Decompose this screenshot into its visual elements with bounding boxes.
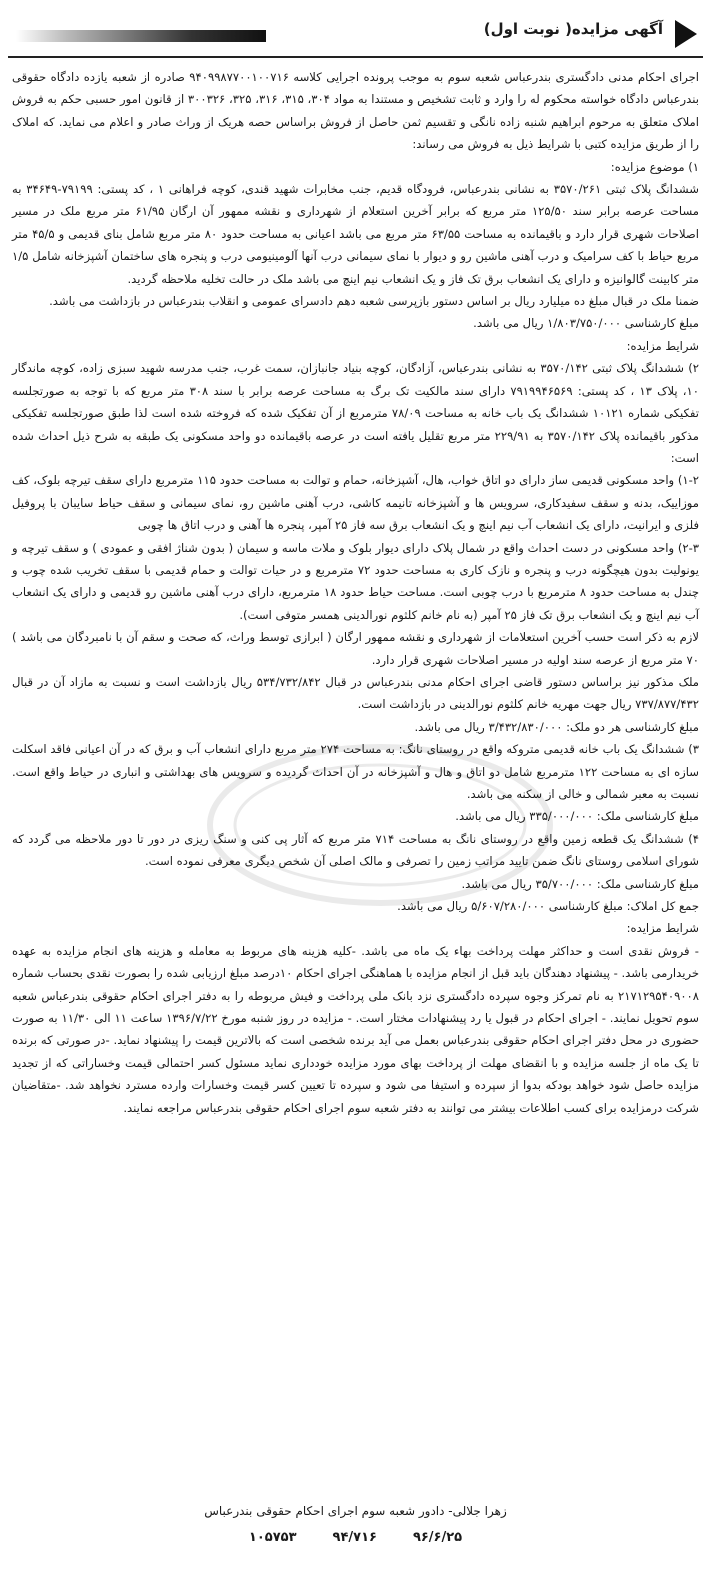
reference-code: ۹۶/۶/۲۵: [412, 1530, 463, 1545]
signature-line: زهرا جلالی- دادور شعبه سوم اجرای احکام حقوقی بندرعباس: [204, 1504, 507, 1518]
property-3-description: ۳) ششدانگ یک باب خانه قدیمی متروکه واقع در روستای نانگ: به مساحت ۲۷۴ متر مربع دارای انشعاب آب و برق که در آن اعیانی فاقد اسکلت سازه ای به مساحت ۱۲۲ مترمربع شامل دو اتاق و هال و آشپزخانه در آن احداث گردیده و سرویس های بهداشتی و انباری در حیاط واقع است. نسبت به معبر شمالی و خالی از سکنه می باشد.: [12, 742, 699, 801]
property-2-description: ۲) ششدانگ پلاک ثبتی ۳۵۷۰/۱۴۲ به نشانی بندرعباس، آزادگان، کوچه بنیاد جانبازان، سمت غرب، جنب مدرسه شهید سبزی زاده، کوچه ماندگار ۱۰، پلاک ۱۳ ، کد پستی: ۷۹۱۹۹۴۶۵۶۹ دارای سند مالکیت تک برگ به مساحت عرصه برابر با سند ۳۰۸ متر مربع که با توجه به صورتجلسه تفکیکی شماره ۱۰۱۲۱ ششدانگ یک باب خانه به مساحت ۷۸/۰۹ مترمربع از آن تفکیک شده که فروخته شده است لذا طبق صورتجلسه تفکیکی مذکور باقیمانده پلاک ۳۵۷۰/۱۴۲ به ۲۲۹/۹۱ متر مربع تقلیل یافته است در عرصه باقیمانده دو واحد مسکونی یک طبقه به شرح ذیل احداث شده است:: [12, 361, 700, 465]
total-appraisal: جمع کل املاک: مبلغ کارشناسی ۵/۶۰۷/۲۸۰/۰۰۰ ریال می باشد.: [397, 899, 699, 914]
property-1-seizure-note: ضمنا ملک در قبال مبلغ ده میلیارد ریال بر اساس دستور بازپرسی شعبه دهم دادسرای عمومی و انقلاب بندرعباس در بازداشت می باشد.: [49, 294, 699, 309]
notice-footer: [12, 1500, 699, 1545]
property-2-seizure-note: ملک مذکور نیز براساس دستور قاضی اجرای احکام مدنی بندرعباس در قبال ۵۳۴/۷۳۲/۸۴۲ ریال بازداشت است و نسبت به مازاد آن در قبال ۷۳۷/۸۷۷/۴۳۲ ریال جهت مهریه خانم کلثوم نورالدینی در بازداشت است.: [12, 674, 699, 712]
gradient-bar: [16, 30, 266, 42]
property-2-unit-2: ۲-۳) واحد مسکونی در دست احداث واقع در شمال پلاک دارای دیوار بلوک و ملات ماسه و سیمان ( بدون شناژ افقی و عمودی ) و سقف تیرچه و یونولیت بدون هیچگونه درب و پنجره و نازک کاری به مساحت حدود ۷۲ مترمربع و در حیات توالت و حمام قدیمی با سقف تخریب شده چوب و چندل به مساحت حدود ۸ مترمربع با درب چوبی است. مساحت حیاط حدود ۱۸ مترمربع، دارای درب آهنی ماشین رو قدیمی و دارای یک انشعاب آب نیم اینچ و یک انشعاب برق تک فاز ۲۵ آمپر (به نام خانم کلثوم نورالدینی همسر متوفی است).: [12, 540, 700, 622]
property-2-note: لازم به ذکر است حسب آخرین استعلامات از شهرداری و نقشه ممهور ارگان ( ابرازی توسط وراث، که صحت و سقم آن با نامبردگان می باشد ) ۷۰ متر مربع از عرصه سند اولیه در مسیر اصلاحات شهری قرار دارد.: [12, 630, 699, 667]
header-divider: [8, 56, 703, 58]
section-heading: شرایط مزایده:: [626, 921, 699, 936]
notice-title: آگهی مزایده( نوبت اول): [483, 20, 663, 38]
notice-body: [12, 66, 699, 1119]
reference-code: ۹۴/۷۱۶: [332, 1530, 377, 1545]
section-heading: شرایط مزایده:: [626, 338, 699, 353]
property-2-unit-1: ۱-۲) واحد مسکونی قدیمی ساز دارای دو اتاق خواب، هال، آشپزخانه، حمام و توالت به مساحت حدود ۱۱۵ مترمربع دارای سقف تیرچه بلوک، کف موزاییک، بدنه و سقف سفیدکاری، سرویس ها و آشپزخانه تانیمه کاشی، درب آهنی ماشین رو، نمای سیمانی و سقف حیاط سایبان با پروفیل فلزی و ایرانیت، دارای یک انشعاب آب نیم اینچ و یک انشعاب برق سه فاز ۲۵ آمپر، پنجره ها آهنی و درب اتاق ها چوبی: [12, 473, 699, 533]
property-4-description: ۴) ششدانگ یک قطعه زمین واقع در روستای نانگ به مساحت ۷۱۴ متر مربع که آثار پی کنی و سنگ ریزی در دور تا دور ملاحظه می گردد که شورای اسلامی روستای نانگ ضمن تایید مراتب زمین را تصرفی و مالک اصلی آن شخص دیگری معرفی نموده است.: [12, 831, 699, 869]
property-1-description: ششدانگ پلاک ثبتی ۳۵۷۰/۲۶۱ به نشانی بندرعباس، فرودگاه قدیم، جنب مخابرات شهید قندی، کوچه فراهانی ۱ ، کد پستی: ۷۹۱۹۹-۳۴۶۴۹ به مساحت عرصه برابر سند ۱۲۵/۵۰ متر مربع که برابر آخرین استعلام از شهرداری و نقشه ممهور آن ارگان ۶۱/۹۵ متر مربع ملک در مسیر اصلاحات شهری قرار دارد و باقیمانده به مساحت ۶۳/۵۵ متر مربع می باشد اعیانی به مساحت حدود ۸۰ متر مربع شامل بنای قدیمی و ۴۵/۵ متر مربع حیاط با کف سرامیک و درب آهنی ماشین رو و دیوار با نمای سیمانی درب آنها آلومینیومی درب و پنجره های ساختمان آشپزخانه شامل ۱/۵ متر کابینت گالوانیزه و دارای یک انشعاب برق تک فاز و یک انشعاب نیم اینچ می باشد ملک در حالت تخلیه ملاحظه گردید.: [12, 182, 699, 286]
notice-header: [8, 14, 703, 58]
property-3-appraisal: مبلغ کارشناسی ملک: ۳۳۵/۰۰۰/۰۰۰ ریال می باشد.: [455, 809, 699, 824]
auction-terms: - فروش نقدی است و حداکثر مهلت پرداخت بهاء یک ماه می باشد. -کلیه هزینه های مربوط به معامله و هزینه های انجام مزایده به عهده خریدارمی باشد. - پیشنهاد دهندگان باید قبل از انجام مزایده با هماهنگی اجرای احکام ۱۰درصد مبلغ ارزیابی شده را بصورت نقدی بحساب شماره ۲۱۷۱۲۹۵۴۰۹۰۰۸ به نام تمرکز وجوه سپرده دادگستری نزد بانک ملی پرداخت و فیش مربوطه را به دفتر اجرای احکام حقوقی بندرعباس شعبه سوم تحویل نمایند. - اجرای احکام در قبول یا رد پیشنهادات مختار است. - مزایده در روز شنبه مورخ ۱۳۹۶/۷/۲۲ ساعت ۱۱ الی ۱۱/۳۰ به صورت حضوری در محل دفتر اجرای احکام حقوقی بندرعباس بعمل می آید برنده شخصی است که بالاترین قیمت را پیشنهاد نماید. -در صورتی که برنده تا یک ماه از جلسه مزایده و با انقضای مهلت از پرداخت بهای مورد مزایده خودداری نماید مسئول کسر احتمالی قیمت وخساراتی که از تجدید مزایده حاصل شود خواهد بودکه بدوا از سپرده و استیفا می شود و سپرده تا تعیین کسر قیمت وخسارات وارده مسترد نخواهد شد. -متقاضیان شرکت درمزایده برای کسب اطلاعات بیشتر می توانند به دفتر شعبه سوم اجرای احکام حقوقی بندرعباس مراجعه نمایند.: [12, 943, 700, 1115]
reference-code: ۱۰۵۷۵۳: [248, 1530, 297, 1545]
property-2-appraisal: مبلغ کارشناسی هر دو ملک: ۳/۴۳۲/۸۳۰/۰۰۰ ریال می باشد.: [414, 719, 699, 734]
triangle-icon: [675, 20, 697, 48]
reference-codes: [12, 1530, 699, 1545]
property-1-appraisal: مبلغ کارشناسی ۱/۸۰۳/۷۵۰/۰۰۰ ریال می باشد.: [473, 316, 699, 331]
section-heading: ۱) موضوع مزایده:: [610, 159, 699, 174]
property-4-appraisal: مبلغ کارشناسی ملک: ۳۵/۷۰۰/۰۰۰ ریال می باشد.: [461, 876, 699, 891]
intro-paragraph: اجرای احکام مدنی دادگستری بندرعباس شعبه سوم به موجب پرونده اجرایی کلاسه ۹۴۰۹۹۸۷۷۰۰۱۰۰۷۱۶ صادره از شعبه یازده دادگاه حقوقی بندرعباس دادگاه خواسته محکوم له را وارد و ثابت تشخیص و مستندا به مواد ۳۰۴، ۳۱۵، ۳۱۶، ۳۲۵، ۳۰۰۳۲۶ از قانون امور حسبی حکم به فروش املاک متعلق به مرحوم ابراهیم شنبه زاده نانگی و تقسیم ثمن حاصل از فروش براساس حصه هریک از وراث صادر و اعلام می نماید. که املاک را از طریق مزایده کتبی با شرایط ذیل به فروش می رساند:: [12, 70, 699, 152]
